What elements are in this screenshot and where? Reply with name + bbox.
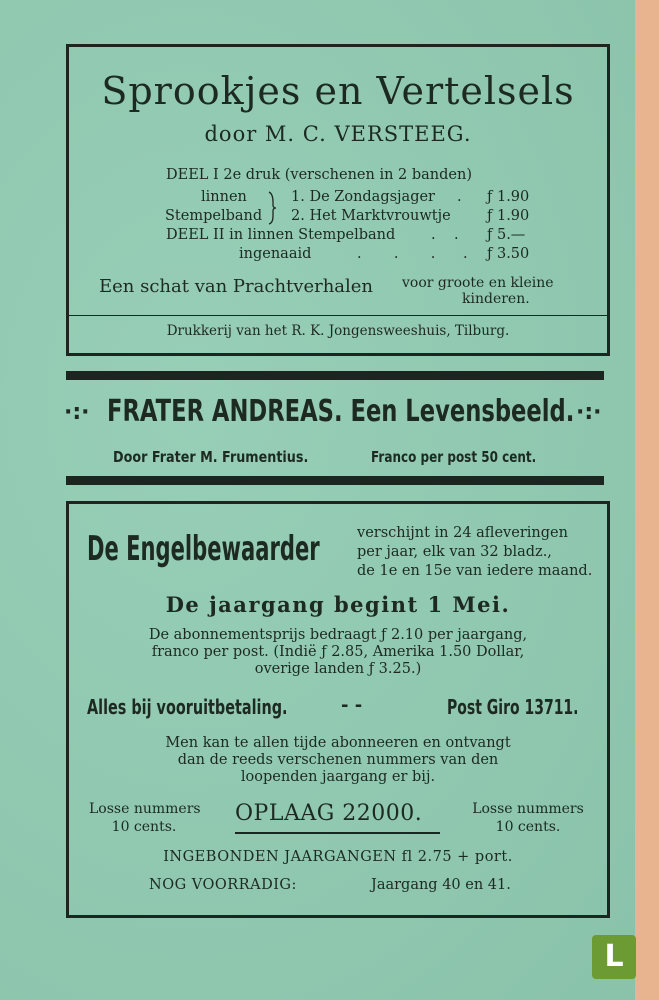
losse-nummers-right [467,800,589,836]
leader-dots: . . [431,227,459,243]
abonnement-line: De abonnementsprijs bedraagt ƒ 2.10 per jaargang, [148,627,528,643]
sprookjes-advert [66,44,610,356]
voorradig-value: Jaargang 40 en 41. [371,877,511,893]
jaargang-heading: De jaargang begint 1 Mei. [165,592,511,617]
drukkerij-line: Drukkerij van het R. K. Jongensweeshuis, Tilburg. [166,323,510,339]
intro-line: de 1e en 15e van iedere maand. [357,563,593,579]
price-deel2: ƒ 5.— [487,227,526,243]
thick-rule-top [66,371,604,380]
price-zondagsjager: ƒ 1.90 [487,189,530,205]
engelbewaarder-advert [66,501,610,918]
engelbewaarder-title: De Engelbewaarder [87,529,320,569]
oplaag-text: OPLAAG 22000. [235,801,423,826]
abonnement-line: overige landen ƒ 3.25.) [254,661,422,677]
engelbewaarder-intro [357,524,592,581]
kinderen-line: kinderen. [462,291,530,307]
ingebonden-line: INGEBONDEN JAARGANGEN fl 2.75 + port. [163,849,513,865]
ornament-right: ·:· [576,400,602,425]
losse-line: Losse nummers [89,801,201,817]
logo-letter: L [604,939,624,974]
deel2-line: DEEL II in linnen Stempelband [166,227,396,243]
ornament-left: ·:· [64,400,90,425]
dash-separators: - - [341,695,363,716]
abonnement-text [69,627,607,678]
voor-line: voor groote en kleine [402,275,554,291]
losse-line: 10 cents. [111,819,177,835]
abonneeren-text [69,735,607,786]
stempelband-label: Stempelband [165,208,263,224]
losse-line: Losse nummers [472,801,584,817]
abonneeren-line: loopenden jaargang er bij. [240,769,436,785]
losse-nummers-left [89,800,199,836]
price-ingenaaid: ƒ 3.50 [487,246,530,262]
losse-line: 10 cents. [495,819,561,835]
frater-headline: FRATER ANDREAS. Een Levensbeeld. [107,394,575,429]
abonneeren-line: dan de reeds verschenen nummers van den [177,752,499,768]
intro-line: per jaar, elk van 32 bladz., [357,544,552,560]
thick-rule-bottom [66,476,604,485]
item-marktvrouwtje: 2. Het Marktvrouwtje [291,208,451,224]
ingenaaid-label: ingenaaid [239,246,312,262]
price-marktvrouwtje: ƒ 1.90 [487,208,530,224]
post-giro: Post Giro 13711. [447,695,579,719]
leader-dot: . [457,189,462,205]
abonnement-line: franco per post. (Indië ƒ 2.85, Amerika 1.50 Dollar, [151,644,525,660]
oplaag-underline [235,832,440,834]
abonneeren-line: Men kan te allen tijde abonneeren en ontvangt [165,735,511,751]
brace-icon [267,190,277,226]
schat-line: Een schat van Prachtverhalen [99,276,374,297]
item-zondagsjager: 1. De Zondagsjager [291,189,435,205]
divider [69,315,607,316]
intro-line: verschijnt in 24 afleveringen [357,525,568,541]
deel1-line: DEEL I 2e druk (verschenen in 2 banden) [166,167,472,183]
frater-price: Franco per post 50 cent. [371,448,537,466]
frater-byline: Door Frater M. Frumentius. [113,448,309,466]
leader-dots: . . . . [357,246,468,262]
sprookjes-title: Sprookjes en Vertelsels [101,69,575,113]
voorradig-label: NOG VOORRADIG: [149,877,297,893]
vooruitbetaling-line: Alles bij vooruitbetaling. [87,695,288,719]
sprookjes-author: door M. C. VERSTEEG. [204,122,472,146]
watermark-logo [592,935,636,979]
linnen-label: linnen [201,189,247,205]
